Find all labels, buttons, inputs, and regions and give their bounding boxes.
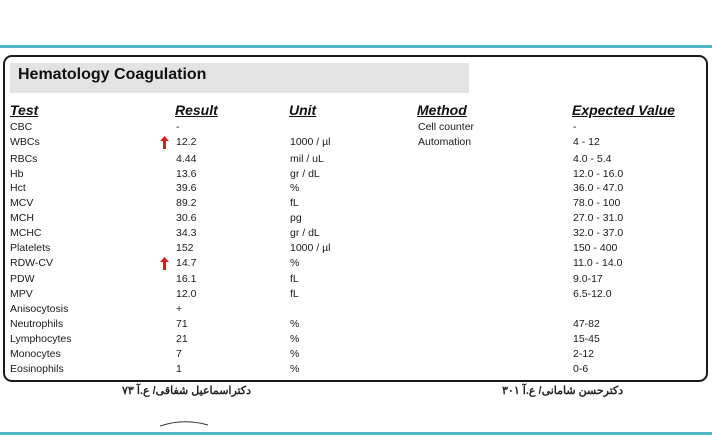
cell-expected: 150 - 400	[573, 241, 618, 254]
cell-unit: %	[290, 362, 300, 375]
table-row	[0, 347, 712, 362]
cell-result: 89.2	[176, 197, 197, 210]
cell-expected: 2-12	[573, 347, 595, 360]
table-row	[0, 287, 712, 302]
cell-expected: 15-45	[573, 332, 600, 345]
cell-test: Platelets	[10, 241, 51, 254]
table-row	[0, 362, 712, 377]
column-header-unit: Unit	[289, 102, 317, 118]
cell-unit: 1000 / µl	[290, 135, 331, 148]
cell-result: 12.2	[176, 135, 197, 148]
cell-test: Hct	[10, 182, 26, 195]
table-row	[0, 256, 712, 271]
cell-test: MCV	[10, 197, 34, 210]
table-row	[0, 211, 712, 226]
results-table	[0, 120, 712, 376]
cell-result: 4.44	[176, 152, 197, 165]
cell-expected: 47-82	[573, 317, 600, 330]
cell-unit: gr / dL	[290, 167, 320, 180]
high-flag-arrow-icon	[160, 136, 169, 149]
cell-expected: 11.0 - 14.0	[573, 256, 623, 269]
column-header-method: Method	[417, 102, 467, 118]
cell-test: MCHC	[10, 226, 42, 239]
cell-expected: 32.0 - 37.0	[573, 226, 624, 239]
cell-unit: %	[290, 347, 300, 360]
table-row	[0, 152, 712, 167]
cell-expected: 36.0 - 47.0	[573, 182, 624, 195]
cell-test: Monocytes	[10, 347, 61, 360]
cell-result: 1	[176, 362, 182, 375]
column-header-result: Result	[175, 102, 218, 118]
cell-expected: 4.0 - 5.4	[573, 152, 612, 165]
cell-test: Eosinophils	[10, 362, 64, 375]
table-row	[0, 332, 712, 347]
cell-expected: 4 - 12	[573, 135, 600, 148]
cell-expected: 12.0 - 16.0	[573, 167, 624, 180]
table-row	[0, 120, 712, 135]
cell-test: CBC	[10, 121, 33, 133]
cell-unit: fL	[290, 273, 299, 286]
cell-result: 39.6	[176, 182, 197, 195]
cell-expected: 6.5-12.0	[573, 288, 612, 301]
cell-result: 16.1	[176, 273, 197, 286]
cell-test: RDW-CV	[10, 256, 53, 269]
cell-result: 7	[176, 347, 182, 360]
cell-expected: 78.0 - 100	[573, 197, 621, 210]
cell-result: +	[176, 303, 183, 316]
cell-result: 34.3	[176, 226, 197, 239]
cell-test: Anisocytosis	[10, 303, 69, 316]
cell-unit: pg	[290, 212, 302, 225]
cell-expected: -	[573, 121, 577, 133]
cell-unit: gr / dL	[290, 226, 320, 239]
table-row	[0, 272, 712, 287]
cell-result: 12.0	[176, 288, 197, 301]
table-row	[0, 302, 712, 317]
cell-result: -	[176, 121, 180, 133]
cell-unit: fL	[290, 197, 299, 210]
cell-method: Automation	[418, 135, 472, 148]
cell-test: MCH	[10, 212, 34, 225]
bottom-accent-rule	[0, 432, 712, 435]
table-row	[0, 226, 712, 241]
column-header-test: Test	[10, 102, 39, 118]
section-title: Hematology Coagulation	[18, 66, 207, 83]
table-row	[0, 196, 712, 211]
signature-right: دکترحسن شامانی/ ع.آ ۳۰۱	[502, 385, 624, 397]
cell-result: 71	[176, 317, 188, 330]
cell-result: 13.6	[176, 167, 197, 180]
table-row	[0, 135, 712, 150]
high-flag-arrow-icon	[160, 257, 169, 270]
table-row	[0, 241, 712, 256]
cell-expected: 27.0 - 31.0	[573, 212, 624, 225]
cell-test: PDW	[10, 273, 35, 286]
signature-left: دکتراسماعیل شفاقی/ ع.آ ۷۳	[122, 385, 252, 397]
cell-unit: %	[290, 256, 300, 269]
cell-unit: %	[290, 317, 300, 330]
cell-method: Cell counter	[418, 121, 475, 133]
cell-unit: mil / uL	[290, 152, 324, 165]
cell-test: Lymphocytes	[10, 332, 72, 345]
cell-result: 14.7	[176, 256, 197, 269]
cell-test: Neutrophils	[10, 317, 64, 330]
cell-test: Hb	[10, 167, 24, 180]
cell-expected: 0-6	[573, 362, 589, 375]
table-row	[0, 317, 712, 332]
cell-test: RBCs	[10, 152, 38, 165]
table-row	[0, 167, 712, 182]
cell-result: 30.6	[176, 212, 197, 225]
cell-expected: 9.0-17	[573, 273, 603, 286]
column-header-expected: Expected Value	[572, 102, 675, 118]
signature-stroke	[158, 418, 210, 428]
cell-result: 21	[176, 332, 188, 345]
top-accent-rule	[0, 45, 712, 48]
cell-unit: %	[290, 182, 300, 195]
cell-test: MPV	[10, 288, 33, 301]
cell-unit: 1000 / µl	[290, 241, 331, 254]
cell-test: WBCs	[10, 135, 40, 148]
table-row	[0, 181, 712, 196]
cell-unit: %	[290, 332, 300, 345]
cell-unit: fL	[290, 288, 299, 301]
cell-result: 152	[176, 241, 194, 254]
